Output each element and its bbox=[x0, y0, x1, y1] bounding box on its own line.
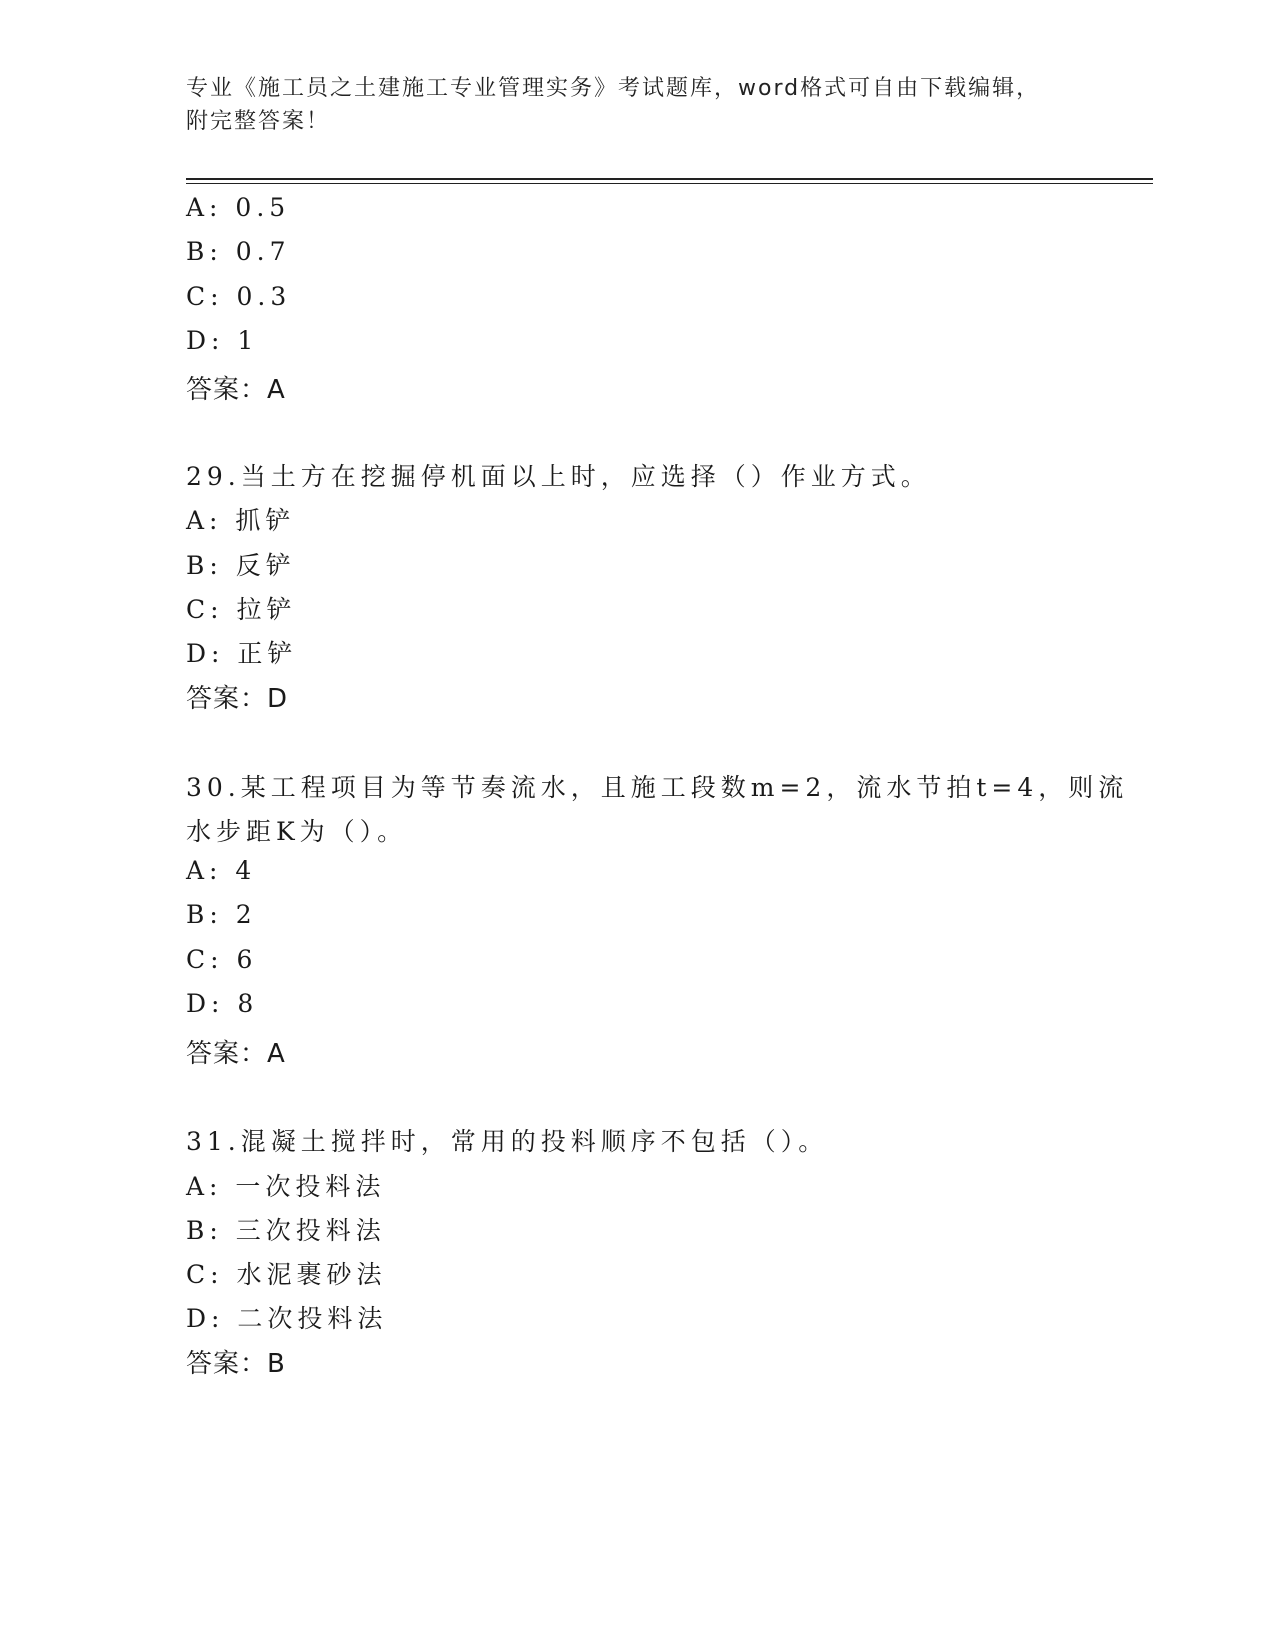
q30-question-line-2: 水步距K为（）。 bbox=[186, 817, 408, 846]
q29-option-a: A: 抓铲 bbox=[186, 506, 296, 535]
q29-question: 29.当土方在挖掘停机面以上时，应选择（）作业方式。 bbox=[186, 462, 931, 491]
header-line-2: 附完整答案！ bbox=[186, 109, 331, 134]
q29-option-b: B: 反铲 bbox=[186, 551, 296, 580]
q31-option-b: B: 三次投料法 bbox=[186, 1216, 386, 1245]
q31-option-d: D: 二次投料法 bbox=[186, 1304, 388, 1333]
q30-option-c: C: 6 bbox=[186, 945, 258, 974]
q29-option-d: D: 正铲 bbox=[186, 639, 298, 668]
q30-answer: 答案：A bbox=[186, 1039, 286, 1069]
q29-option-c: C: 拉铲 bbox=[186, 595, 297, 624]
q28-option-a: A: 0.5 bbox=[186, 193, 291, 222]
q28-option-d: D: 1 bbox=[186, 326, 259, 355]
q30-option-a: A: 4 bbox=[186, 856, 257, 885]
header-line-1: 专业《施工员之土建施工专业管理实务》考试题库，word格式可自由下载编辑， bbox=[186, 76, 1041, 101]
q31-option-c: C: 水泥裹砂法 bbox=[186, 1260, 387, 1289]
q31-question: 31.混凝土搅拌时，常用的投料顺序不包括（）。 bbox=[186, 1127, 829, 1156]
q30-option-d: D: 8 bbox=[186, 989, 259, 1018]
q28-answer: 答案：A bbox=[186, 375, 286, 405]
q30-option-b: B: 2 bbox=[186, 900, 257, 929]
header-rule-thick bbox=[186, 178, 1153, 180]
q28-option-c: C: 0.3 bbox=[186, 282, 292, 311]
q28-option-b: B: 0.7 bbox=[186, 237, 291, 266]
q30-question-line-1: 30.某工程项目为等节奏流水，且施工段数m=2，流水节拍t=4，则流 bbox=[186, 773, 1129, 802]
header-rule-thin bbox=[186, 183, 1153, 184]
q31-option-a: A: 一次投料法 bbox=[186, 1172, 386, 1201]
document-header bbox=[186, 72, 1086, 138]
q31-answer: 答案：B bbox=[186, 1349, 286, 1379]
q29-answer: 答案：D bbox=[186, 684, 289, 714]
